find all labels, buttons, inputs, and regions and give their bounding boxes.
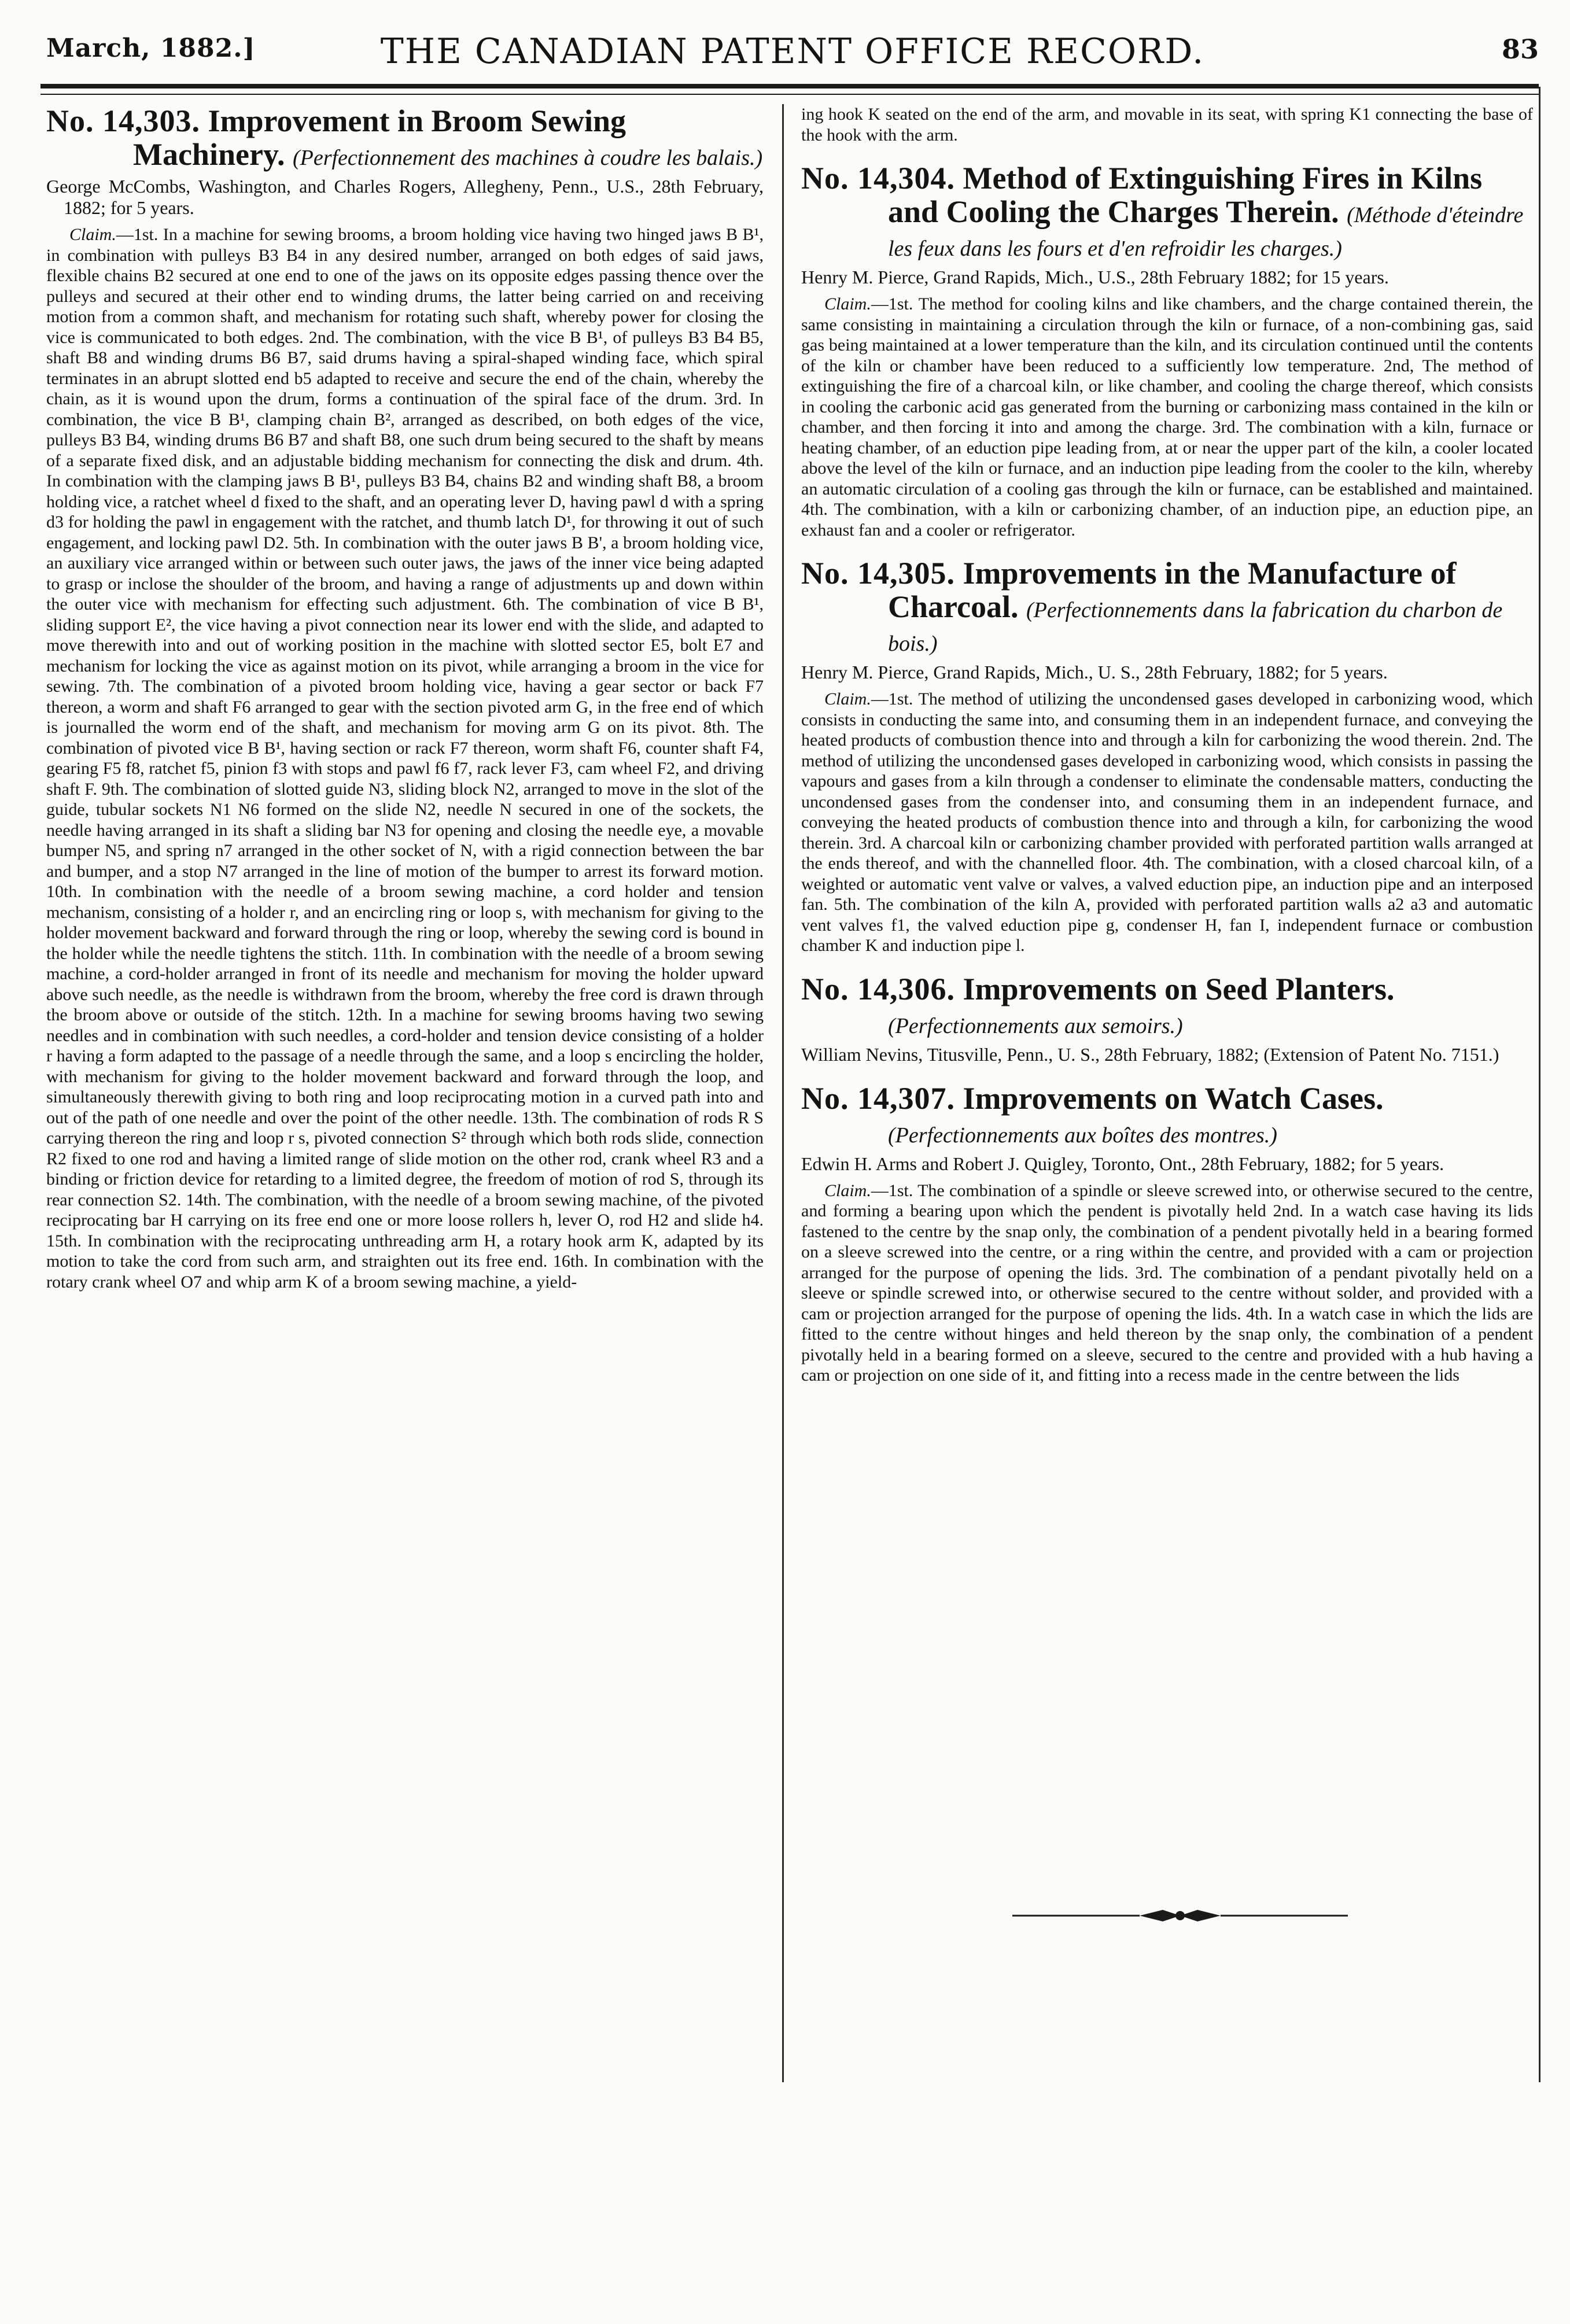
patent-french-title: (Perfectionnements dans la fabrication du charbon de bois.)	[888, 598, 1503, 656]
patent-number: No. 14,303.	[46, 104, 200, 138]
patent-title: Improvements in the Manufacture of Charcoal.	[888, 556, 1457, 624]
patent-claim	[46, 224, 764, 1292]
page-header	[46, 23, 1539, 75]
patent-heading	[801, 972, 1533, 1039]
claim-text: —1st. The combination of a spindle or sleeve screwed into, or otherwise secured to the centre, and forming a bearing upon which the pendent is pivotally held 2nd. In a watch case having its lids fastened to the centre by the snap only, the combination of a pendent pivotally held in a bearing formed on a sleeve screwed into the centre, or a ring within the centre, and provided with a cam or projection arranged for the purpose of opening the lids. 3rd. The combination of a pendant pivotally held on a sleeve or spindle screwed into, or otherwise secured to the centre without solder, and provided with a cam or projection arranged for the purpose of opening the lids. 4th. In a watch case in which the lids are fitted to the centre without hinges and held thereon by the snap only, the combination of a pendent pivotally held in a bearing formed on a sleeve, secured to the centre and provided with a hub having a cam or projection on one side of it, and fitting into a recess made in the centre between the lids	[801, 1181, 1533, 1385]
section-end-ornament	[1007, 1903, 1354, 1928]
claim-label: Claim.	[69, 225, 116, 244]
patent-entry-14307	[801, 1082, 1533, 1386]
claim-text: —1st. The method of utilizing the uncondensed gases developed in carbonizing wood, which consists in conducting the same into, and consuming them in an independent furnace, and conveying the heated products of combustion thence into and through a kiln for carbonizing the wood therein. 2nd. The method of utilizing the uncondensed gases developed in carbonizing wood, which consists in passing the vapours and gases from a kiln through a condenser to eliminate the condensable matters, conducting the uncondensed gases from the condenser into, and consuming them in an independent furnace, and conveying the heated products of combustion thence into and through a kiln, for carbonizing the wood therein. 3rd. A charcoal kiln or carbonizing chamber provided with perforated partition walls arranged at the ends thereof, and with the channelled floor. 4th. The combination, with a closed charcoal kiln, of a weighted or automatic vent valve or valves, a valved eduction pipe, an induction pipe and an interposed fan. 5th. The combination of the kiln A, provided with perforated partition walls a2 a3 and automatic vent valves f1, the valved eduction pipe g, condenser H, fan I, independent furnace or combustion chamber K and induction pipe l.	[801, 689, 1533, 955]
page-border	[1539, 87, 1540, 2082]
patent-heading	[801, 1082, 1533, 1149]
patent-heading	[801, 556, 1533, 657]
patent-french-title: (Perfectionnements aux boîtes des montres.)	[888, 1123, 1277, 1148]
journal-title: THE CANADIAN PATENT OFFICE RECORD.	[380, 31, 1205, 72]
patent-french-title: (Perfectionnements aux semoirs.)	[888, 1013, 1183, 1038]
claim-label: Claim.	[824, 1181, 871, 1200]
patent-number: No. 14,306.	[801, 971, 955, 1006]
patent-title: Improvements on Watch Cases.	[963, 1080, 1384, 1116]
claim-text: —1st. In a machine for sewing brooms, a broom holding vice having two hinged jaws B B¹, in combination with pulleys B3 B4 in any desired number, arranged on both edges of said jaws, flexible chains B2 secured at one end to one of the jaws on its opposite edges passing thence over the pulleys and secured at their other end to winding drums, the latter being carried on and receiving motion from a common shaft, and mechanism for rotating such shaft, whereby power for closing the vice is communicated to both edges. 2nd. The combination, with the vice B B¹, of pulleys B3 B4 B5, shaft B8 and winding drums B6 B7, said drums having a spiral-shaped winding face, which spiral terminates in an abrupt slotted end b5 adapted to receive and secure the end of the chain, whereby the chain, as it is wound upon the drum, forms a continuation of the spiral face of the drum. 3rd. In combination, the vice B B¹, clamping chain B², arranged as described, on both edges of the vice, pulleys B3 B4, winding drums B6 B7 and shaft B8, one such drum being secured to the shaft by means of a separate fixed disk, and an adjustable bidding mechanism for connecting the disk and drum. 4th. In combination with the clamping jaws B B¹, pulleys B3 B4, chains B2 and winding shaft B8, a broom holding vice, a ratchet wheel d fixed to the shaft, and an operating lever D, having pawl d with a spring d3 for holding the pawl in engagement with the ratchet, and thumb latch D¹, for throwing it out of such engagement, and locking pawl D2. 5th. In combination with the outer jaws B B', a broom holding vice, an auxiliary vice arranged within or between such outer jaws, the jaws of the inner vice being adapted to grasp or inclose the shoulder of the broom, and having a range of adjustments up and down within the outer vice with mechanism for effecting such adjustment. 6th. The combination of vice B B¹, sliding support E², the vice having a pivot connection near its lower end with the slide, and adapted to move therewith into and out of working position in the machine with slotted sector E5, bolt E7 and mechanism for locking the vice as against motion on its pivot, while arranging a broom in the vice for sewing. 7th. The combination of a pivoted broom holding vice, having a gear sector or back F7 thereon, a worm and shaft F6 arranged to gear with the section pivoted arm G, in the free end of which is journalled the worm end of the shaft, and mechanism for moving arm G on its pivot. 8th. The combination of pivoted vice B B¹, having section or rack F7 thereon, worm shaft F6, counter shaft F4, gearing F5 f8, ratchet f5, pinion f3 with stops and pawl f6 f7, rack lever F3, cam wheel F2, and driving shaft F. 9th. The combination of slotted guide N3, sliding block N2, arranged to move in the slot of the guide, tubular sockets N1 N6 formed on the slide N2, needle N secured in one of the sockets, the needle having arranged in its shaft a sliding bar N3 for opening and closing the needle eye, a movable bumper N5, and spring n7 arranged in the other socket of N, with a rigid connection between the bar and bumper, and a stop N7 arranged in the line of motion of the bumper to arrest its forward motion. 10th. In combination with the needle of a broom sewing machine, a cord holder and tension mechanism, consisting of a holder r, and an encircling ring or loop s, with mechanism for giving to the holder movement backward and forward through the ring or loop, whereby the sewing cord is bound in the holder while the needle tightens the stitch. 11th. In combination with the needle of a broom sewing machine, a cord-holder arranged in front of its needle and mechanism for moving the holder upward above such needle, as the needle is withdrawn from the broom, whereby the free cord is drawn through the broom above or outside of the stitch. 12th. In a machine for sewing brooms having two sewing needles and in combination with such needles, a cord-holder and tension device consisting of a holder r having a form adapted to the passage of a needle through the same, and a loop s encircling the holder, with mechanism for giving to the holder movement backward and forward through the loop, and simultaneously therewith giving to both ring and loop reciprocating motion in a curved path into and out of the path of one needle and over the point of the other needle. 13th. The combination of rods R S carrying thereon the ring and loop r s, pivoted connection S² through which both rods slide, connection R2 fixed to one rod and having a limited range of slide motion on the other rod, crank wheel R3 and a binding or friction device for retarding to a limited degree, the freedom of motion of rod S, through its rear connection S2. 14th. The combination, with the needle of a broom sewing machine, of the pivoted reciprocating bar H carrying on its free end one or more loose rollers h, lever O, rod H2 and slide h4. 15th. In combination with the reciprocating unthreading arm H, a rotary hook arm K, adapted by its motion to take the cord from such arm, and straighten out its free end. 16th. In combination with the rotary crank wheel O7 and whip arm K of a broom sewing machine, a yield-	[46, 225, 764, 1292]
patent-inventor: William Nevins, Titusville, Penn., U. S., 28th February, 1882; (Extension of Patent No. 7151.)	[801, 1043, 1499, 1065]
patent-entry-14304	[801, 161, 1533, 540]
patent-french-title: (Perfectionnement des machines à coudre les balais.)	[292, 146, 763, 170]
patent-inventor: Henry M. Pierce, Grand Rapids, Mich., U.S., 28th February 1882; for 15 years.	[801, 267, 1389, 287]
page-number: 83	[1501, 34, 1539, 65]
patent-claim	[801, 294, 1533, 540]
left-column	[46, 104, 764, 1308]
claim-continuation: ing hook K seated on the end of the arm, and movable in its seat, with spring K1 connecting the base of the hook with the arm.	[801, 105, 1533, 145]
right-column	[801, 104, 1533, 1402]
patent-entry-14303-continued	[801, 104, 1533, 145]
patent-claim	[801, 1181, 1533, 1386]
patent-inventor: Henry M. Pierce, Grand Rapids, Mich., U. S., 28th February, 1882; for 5 years.	[801, 662, 1388, 683]
patent-entry-14306	[801, 972, 1533, 1065]
claim-text: —1st. The method for cooling kilns and like chambers, and the charge contained therein, the same consisting in maintaining a circulation through the kiln or furnace, of a non-combining gas, said gas being maintained at a lower temperature than the kiln, and its circulation continued until the contents of the kiln or chamber have been reduced to a sufficiently low temperature. 2nd, The method of extinguishing the fire of a charcoal kiln, or like chamber, and cooling the charge thereof, which consists in cooling the carbonic acid gas generated from the burning or carbonizing mass contained in the kiln or chamber, and then forcing it into and among the charge. 3rd. The combination with a kiln, furnace or heating chamber, of an eduction pipe leading from, at or near the upper part of the kiln, a cooler located above the level of the kiln or furnace, and an induction pipe leading from the cooler to the kiln, whereby an automatic circulation of a cooling gas through the kiln or furnace, can be established and maintained. 4th. The combination, with a kiln or carbonizing chamber, of an induction pipe, an eduction pipe, an exhaust fan and a cooler or refrigerator.	[801, 294, 1533, 540]
header-rule-thin	[40, 94, 1539, 95]
patent-entry-14303	[46, 104, 764, 1292]
patent-number: No. 14,307.	[801, 1080, 955, 1116]
patent-number: No. 14,304.	[801, 161, 955, 195]
claim-label: Claim.	[824, 294, 871, 313]
claim-label: Claim.	[824, 689, 871, 709]
patent-heading	[46, 104, 764, 171]
header-rule	[40, 84, 1539, 88]
patent-claim	[801, 689, 1533, 956]
column-divider	[782, 104, 784, 2082]
patent-number: No. 14,305.	[801, 556, 955, 591]
patent-inventor: Edwin H. Arms and Robert J. Quigley, Toronto, Ont., 28th February, 1882; for 5 years.	[801, 1153, 1444, 1174]
issue-date: March, 1882.]	[46, 34, 256, 63]
patent-title: Improvements on Seed Planters.	[963, 971, 1395, 1006]
patent-entry-14305	[801, 556, 1533, 956]
patent-heading	[801, 161, 1533, 262]
patent-french-title: (Méthode d'éteindre les feux dans les fours et d'en refroidir les charges.)	[888, 203, 1524, 261]
patent-title: Improvement in Broom Sewing Machinery.	[133, 104, 626, 172]
patent-inventor: George McCombs, Washington, and Charles Rogers, Allegheny, Penn., U.S., 28th February, 1882; for 5 years.	[46, 176, 764, 218]
patent-title: Method of Extinguishing Fires in Kilns and Cooling the Charges Therein.	[888, 161, 1483, 229]
